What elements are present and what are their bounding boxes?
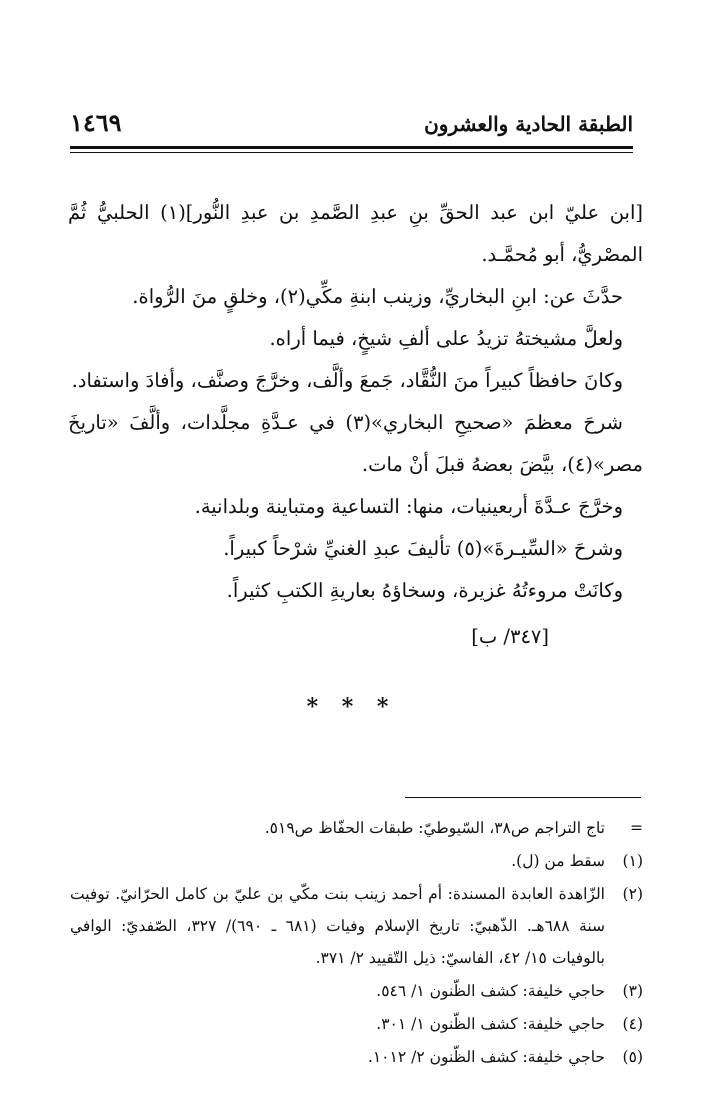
paragraph-hafiz: وكانَ حافظاً كبيراً منَ النُّقَّاد، جَمعَ وألَّف، وخرَّجَ وصنَّف، وأفادَ واستفاد.	[71, 369, 623, 392]
footnote-mark: (٤)	[622, 1015, 643, 1033]
footnote-item	[70, 812, 643, 844]
paragraph-bukhari-commentary: شرحَ معظمَ «صحيحِ البخاري»(٣) في عـدَّةِ مجلَّدات، وألَّفَ «تاريخَ مصر»(٤)، بيَّضَ بعضهُ قبلَ أنْ مات.	[68, 411, 643, 476]
paragraph-name-lineage: [ابن عليّ ابن عبد الحقِّ بنِ عبدِ الصَّمدِ بن عبدِ النُّور](١) الحلبيُّ ثُمَّ المصْريُّ، أبو مُحمَّـد.	[68, 201, 643, 266]
paragraph-teachers: حدَّثَ عن: ابنِ البخاريِّ، وزينب ابنةِ مكِّي(٢)، وخلقٍ منَ الرُّواة.	[132, 285, 623, 308]
footnote-text: حاجي خليفة: كشف الظّنون ١/ ٣٠١.	[376, 1015, 605, 1033]
page-number: ١٤٦٩	[70, 108, 122, 137]
footnote-item	[70, 878, 643, 974]
footnotes	[70, 812, 643, 1074]
footnote-mark: (٣)	[622, 982, 643, 1000]
section-separator-stars: * * *	[306, 694, 397, 720]
paragraph-arbainiyat: وخرَّجَ عـدَّةَ أربعينيات، منها: التساعية ومتباينة وبلدانية.	[194, 495, 623, 518]
footnote-mark: (٢)	[622, 885, 643, 903]
paragraph-sira-commentary: وشرحَ «السِّيـرةَ»(٥) تأليفَ عبدِ الغنيِّ شرْحاً كبيراً.	[223, 537, 623, 560]
footnote-mark: =	[630, 819, 643, 837]
footnote-item	[70, 845, 643, 877]
main-text	[68, 192, 643, 658]
running-head	[70, 108, 633, 144]
paragraph-shaykhs: ولعلَّ مشيختهُ تزيدُ على ألفِ شيخٍ، فيما أراه.	[269, 327, 623, 350]
footnote-item	[70, 1008, 643, 1040]
footnote-text: سقط من (ل).	[511, 852, 605, 870]
footnote-text: الزّاهدة العابدة المسندة: أم أحمد زينب بنت مكّي بن عليّ بن كامل الحرّانيّ. توفيت سنة ٦٨٨هـ. الذّهبيّ: تاريخ الإسلام وفيات (٦٨١ ـ ٦٩٠)/ ٣٢٧، الصّفديّ: الوافي بالوفيات ١٥/ ٤٢، الفاسيّ: ذيل التّقييد ٢/ ٣٧١.	[70, 885, 605, 967]
footnote-text: حاجي خليفة: كشف الظّنون ٢/ ١٠١٢.	[367, 1048, 605, 1066]
footnote-text: حاجي خليفة: كشف الظّنون ١/ ٥٤٦.	[376, 982, 605, 1000]
footnote-text: تاج التراجم ص٣٨، السّيوطيّ: طبقات الحفّاظ ص٥١٩.	[264, 819, 605, 837]
header-rule-thin	[70, 152, 633, 153]
footnote-rule	[405, 797, 641, 798]
manuscript-folio-reference: [٣٤٧/ ب]	[471, 625, 549, 648]
footnote-mark: (١)	[622, 852, 643, 870]
header-rule-thick	[70, 146, 633, 149]
footnote-mark: (٥)	[622, 1048, 643, 1066]
footnote-item	[70, 1041, 643, 1073]
running-head-title: الطبقة الحادية والعشرون	[424, 112, 633, 136]
footnote-item	[70, 975, 643, 1007]
paragraph-generosity: وكانَتْ مروءتُهُ غزيرة، وسخاؤهُ بعاريةِ الكتبِ كثيراً.	[226, 579, 623, 602]
